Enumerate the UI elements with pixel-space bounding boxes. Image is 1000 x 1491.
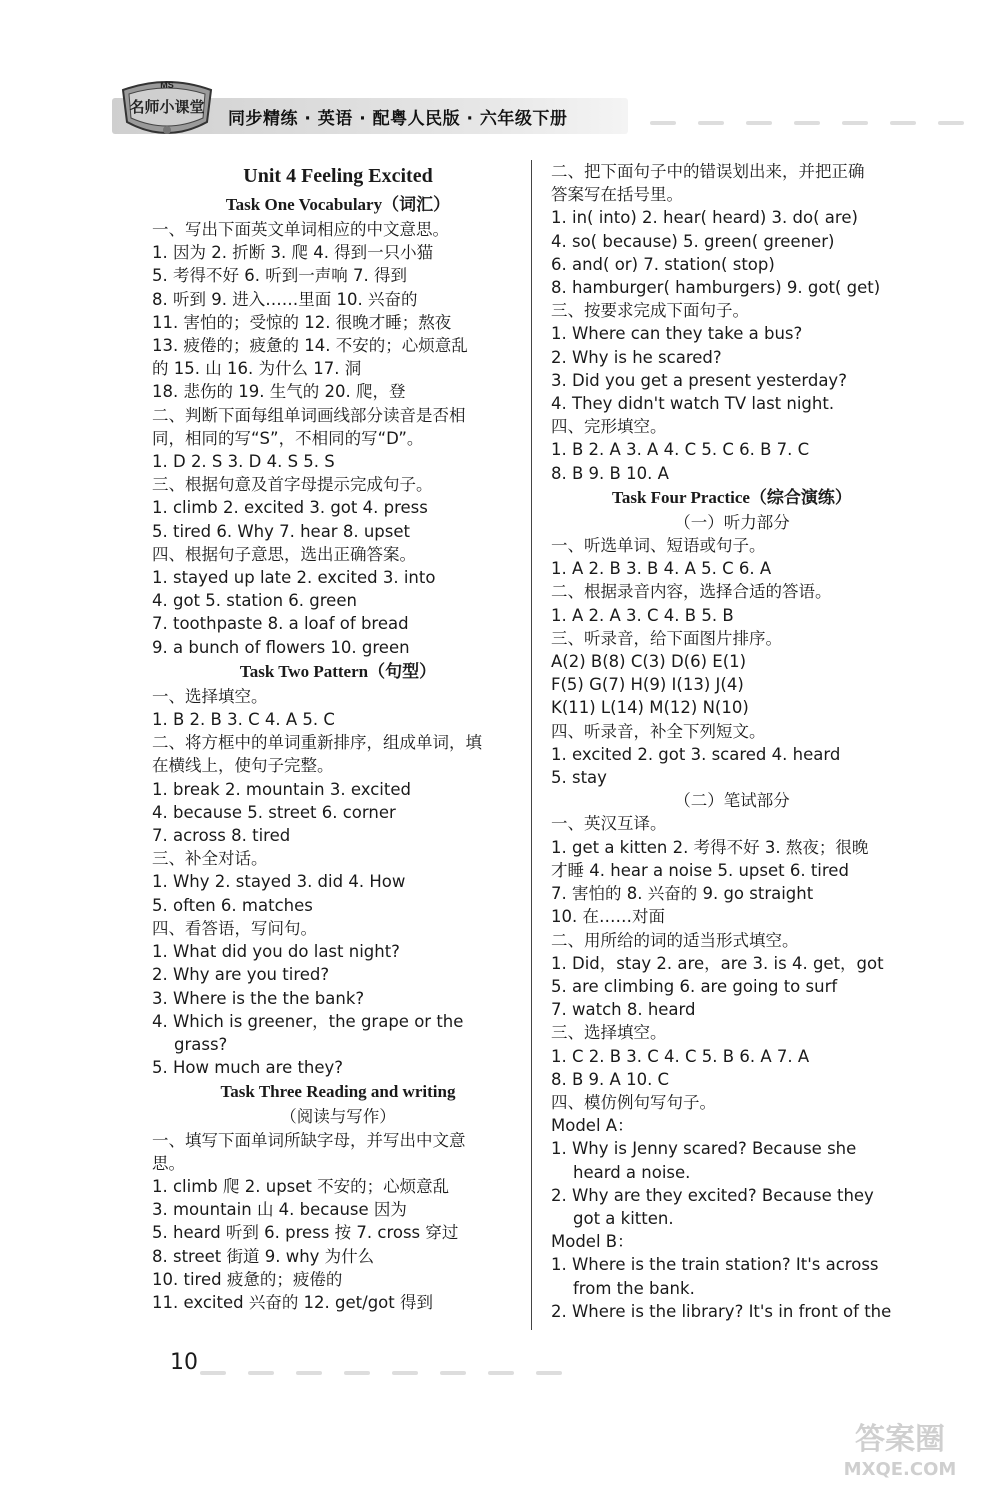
answer-line: 8. B 9. B 10. A <box>551 463 669 483</box>
answer-line: 1. Where can they take a bus? <box>551 324 803 344</box>
answer-line: 5. stay <box>551 768 607 788</box>
answer-line: 3. Where is the the bank? <box>152 988 365 1008</box>
answer-line: 答案写在括号里。 <box>551 185 683 205</box>
task-heading: Task One Vocabulary（词汇） <box>225 195 451 214</box>
answer-line: 二、将方框中的单词重新排序，组成单词，填 <box>152 733 482 753</box>
answer-line: 2. Why is he scared? <box>551 347 722 367</box>
answer-line: 一、听选单词、短语或句子。 <box>551 536 766 556</box>
answer-line: 13. 疲倦的；疲惫的 14. 不安的；心烦意乱 <box>152 336 468 356</box>
answer-line: 4. They didn't watch TV last night. <box>551 394 835 414</box>
answer-line: 一、英汉互译。 <box>551 814 667 834</box>
answer-line: 二、用所给的词的适当形式填空。 <box>551 930 799 950</box>
answer-line: 1. B 2. A 3. A 4. C 5. C 6. B 7. C <box>551 440 810 460</box>
answer-line: 三、根据句意及首字母提示完成句子。 <box>152 475 433 495</box>
section-subheading: （一）听力部分 <box>674 512 790 532</box>
answer-line: 四、模仿例句写句子。 <box>551 1092 716 1112</box>
page-number: 10 <box>170 1350 198 1375</box>
answer-line: 7. across 8. tired <box>152 826 291 846</box>
answer-line: 4. so( because) 5. green( greener) <box>551 231 835 251</box>
answer-line: 1. in( into) 2. hear( heard) 3. do( are) <box>551 208 858 228</box>
answer-line: 一、写出下面英文单词相应的中文意思。 <box>152 220 449 239</box>
logo-text: 名师小课堂 <box>129 98 205 116</box>
answer-line: 四、完形填空。 <box>551 417 667 437</box>
answer-line: 8. B 9. A 10. C <box>551 1069 670 1089</box>
answer-line: 4. Which is greener，the grape or the <box>152 1011 464 1031</box>
answer-line: 7. toothpaste 8. a loaf of bread <box>152 614 409 634</box>
unit-title: Unit 4 Feeling Excited <box>243 165 433 187</box>
answer-line: 1. climb 爬 2. upset 不安的；心烦意乱 <box>152 1176 450 1196</box>
answer-line: 1. Why is Jenny scared? Because she <box>551 1139 857 1159</box>
watermark-url: MXQE.COM <box>843 1459 957 1480</box>
answer-line: 5. How much are they? <box>152 1058 344 1078</box>
answer-line: 11. 害怕的；受惊的 12. 很晚才睡；熬夜 <box>152 312 452 332</box>
answer-line: 三、按要求完成下面句子。 <box>551 301 749 321</box>
answer-line: 才睡 4. hear a noise 5. upset 6. tired <box>551 860 849 880</box>
answer-line: 1. Why 2. stayed 3. did 4. How <box>152 872 406 892</box>
answer-line: 9. a bunch of flowers 10. green <box>152 637 410 657</box>
answer-line: 1. Where is the train station? It's across <box>551 1255 879 1275</box>
answer-line: 四、看答语，写问句。 <box>152 918 317 938</box>
answer-line: 2. Where is the library? It's in front of the <box>551 1301 892 1321</box>
task-heading: Task Four Practice（综合演练） <box>612 487 852 507</box>
answer-line: 1. get a kitten 2. 考得不好 3. 熬夜；很晚 <box>551 837 869 857</box>
answer-line: 3. mountain 山 4. because 因为 <box>152 1200 407 1220</box>
answer-line: 在横线上，使句子完整。 <box>152 756 334 776</box>
answer-line: 4. because 5. street 6. corner <box>152 802 396 822</box>
answer-line: 5. often 6. matches <box>152 895 313 915</box>
answer-line: 6. and( or) 7. station( stop) <box>551 254 775 274</box>
answer-line: 1. C 2. B 3. C 4. C 5. B 6. A 7. A <box>551 1046 810 1066</box>
answer-line: 三、选择填空。 <box>551 1023 667 1043</box>
answer-line: 1. 因为 2. 折断 3. 爬 4. 得到一只小猫 <box>152 243 434 263</box>
section-subheading: （阅读与写作） <box>280 1107 396 1127</box>
answer-line: 1. B 2. B 3. C 4. A 5. C <box>152 710 335 730</box>
answer-line: 5. 考得不好 6. 听到一声响 7. 得到 <box>152 266 407 286</box>
left-column <box>152 160 524 1314</box>
answer-line: Model A： <box>551 1116 634 1136</box>
watermark-logo <box>820 1415 980 1481</box>
answer-line: 8. 听到 9. 进入……里面 10. 兴奋的 <box>152 289 418 309</box>
answer-line: 10. tired 疲惫的；疲倦的 <box>152 1269 343 1289</box>
answer-line: 二、根据录音内容，选择合适的答语。 <box>551 582 832 602</box>
answer-line: 5. tired 6. Why 7. hear 8. upset <box>152 521 410 541</box>
answer-line: 8. hamburger( hamburgers) 9. got( get) <box>551 278 881 298</box>
answer-line: 1. A 2. A 3. C 4. B 5. B <box>551 605 734 625</box>
right-column <box>551 160 913 1323</box>
answer-line: 四、根据句子意思，选出正确答案。 <box>152 544 416 564</box>
answer-line: Model B： <box>551 1232 634 1252</box>
answer-line: 2. Why are they excited? Because they <box>551 1185 874 1205</box>
header-decoration <box>650 110 986 120</box>
answer-line: 二、把下面句子中的错误划出来，并把正确 <box>551 162 865 181</box>
answer-line: K(11) L(14) M(12) N(10) <box>551 698 749 718</box>
logo-small-text: MS <box>160 80 174 90</box>
task-heading: Task Two Pattern（句型） <box>239 661 437 681</box>
answer-line: 的 15. 山 16. 为什么 17. 洞 <box>152 359 362 379</box>
answer-line: 5. heard 听到 6. press 按 7. cross 穿过 <box>152 1223 459 1243</box>
answer-line: 1. A 2. B 3. B 4. A 5. C 6. A <box>551 559 772 579</box>
book-logo <box>115 72 219 146</box>
answer-line: 思。 <box>152 1153 185 1173</box>
answer-line: 1. stayed up late 2. excited 3. into <box>152 568 436 588</box>
answer-line-continued: grass? <box>174 1034 228 1054</box>
answer-line: 3. Did you get a present yesterday? <box>551 370 847 390</box>
answer-line-continued: from the bank. <box>573 1278 695 1298</box>
answer-line: 10. 在……对面 <box>551 907 665 927</box>
answer-line: 11. excited 兴奋的 12. get/got 得到 <box>152 1292 433 1312</box>
answer-line: 2. Why are you tired? <box>152 965 330 985</box>
answer-line: 1. break 2. mountain 3. excited <box>152 779 411 799</box>
task-heading: Task Three Reading and writing <box>220 1082 456 1102</box>
answer-line: 1. What did you do last night? <box>152 942 400 962</box>
answer-line: 一、填写下面单词所缺字母，并写出中文意 <box>152 1130 466 1150</box>
watermark-text: 答案圈 <box>855 1422 945 1457</box>
answer-line-continued: heard a noise. <box>573 1162 691 1182</box>
answer-line: 二、判断下面每组单词画线部分读音是否相 <box>152 405 466 425</box>
section-subheading: （二）笔试部分 <box>674 791 790 811</box>
answer-line: 7. watch 8. heard <box>551 1000 696 1020</box>
footer-decoration <box>200 1360 584 1370</box>
answer-line: 1. D 2. S 3. D 4. S 5. S <box>152 452 335 472</box>
answer-line: 1. excited 2. got 3. scared 4. heard <box>551 744 841 764</box>
answer-line: 8. street 街道 9. why 为什么 <box>152 1246 375 1266</box>
header-title: 同步精练 · 英语 · 配粤人民版 · 六年级下册 <box>228 109 568 129</box>
answer-line: 三、补全对话。 <box>152 849 268 869</box>
column-divider <box>531 160 532 1330</box>
answer-line: 1. Did，stay 2. are，are 3. is 4. get，got <box>551 953 884 973</box>
answer-line: 一、选择填空。 <box>152 686 268 706</box>
answer-line-continued: got a kitten. <box>573 1208 674 1228</box>
answer-line: A(2) B(8) C(3) D(6) E(1) <box>551 652 747 672</box>
answer-line: 同，相同的写“S”，不相同的写“D”。 <box>152 428 424 448</box>
answer-line: 5. are climbing 6. are going to surf <box>551 976 838 996</box>
answer-line: 4. got 5. station 6. green <box>152 591 357 611</box>
answer-line: 四、听录音，补全下列短文。 <box>551 721 766 741</box>
answer-line: 18. 悲伤的 19. 生气的 20. 爬，登 <box>152 382 406 402</box>
answer-line: F(5) G(7) H(9) I(13) J(4) <box>551 675 744 695</box>
answer-line: 三、听录音，给下面图片排序。 <box>551 628 782 648</box>
answer-line: 7. 害怕的 8. 兴奋的 9. go straight <box>551 884 814 904</box>
answer-line: 1. climb 2. excited 3. got 4. press <box>152 498 428 518</box>
